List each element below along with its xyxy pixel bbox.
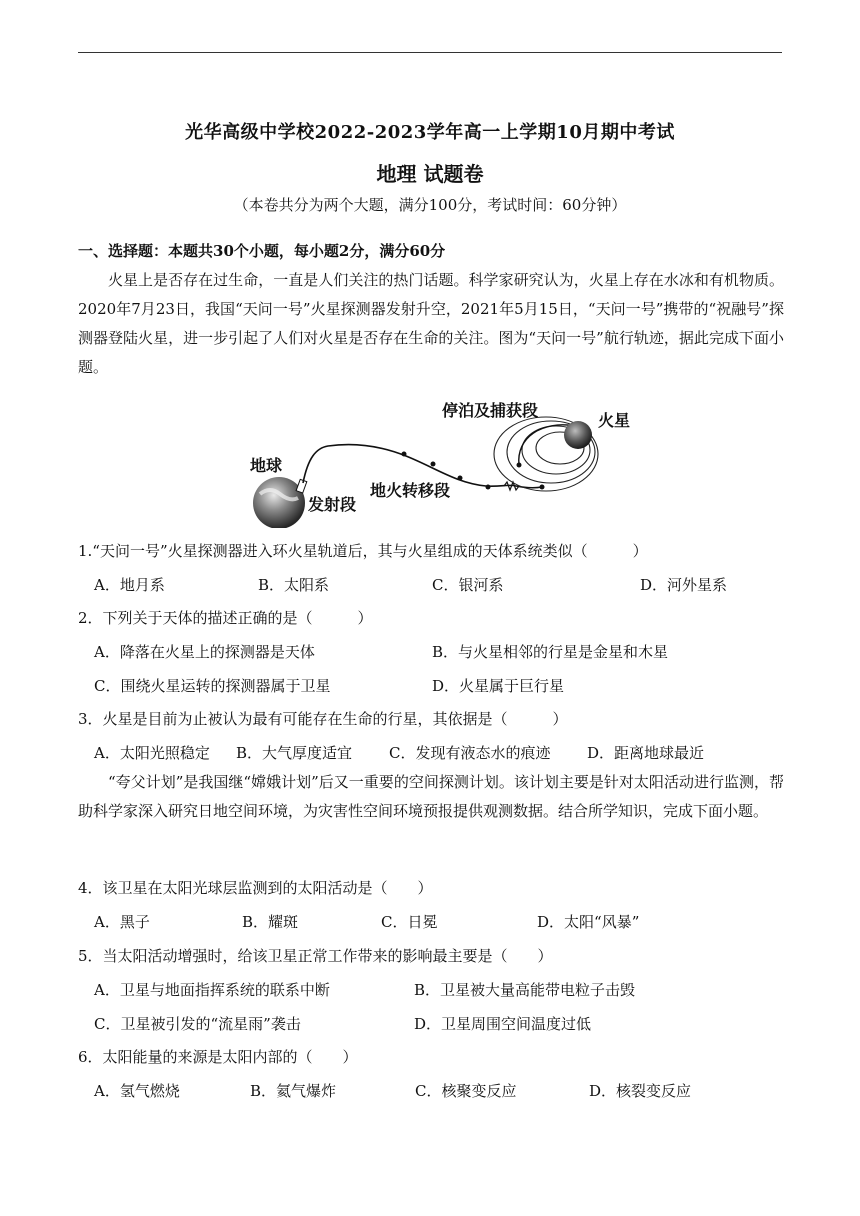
trajectory-dot [540,485,545,490]
label-launch: 发射段 [308,495,357,514]
q6-option-b[interactable]: B．氦气爆炸 [250,1082,337,1100]
label-parking: 停泊及捕获段 [442,401,539,420]
q2-option-c[interactable]: C．围绕火星运转的探测器属于卫星 [94,677,331,695]
section-heading: 一、选择题：本题共30个小题，每小题2分，满分60分 [78,242,446,260]
q6-option-d[interactable]: D．核裂变反应 [589,1082,692,1100]
question-1: 1.“天问一号”火星探测器进入环火星轨道后，其与火星组成的天体系统类似（ ） [78,542,648,560]
header-rule [78,52,782,53]
q5-option-a[interactable]: A．卫星与地面指挥系统的联系中断 [94,981,330,999]
question-4: 4．该卫星在太阳光球层监测到的太阳活动是（ ） [78,879,433,897]
question-5: 5．当太阳活动增强时，给该卫星正常工作带来的影响最主要是（ ） [78,947,553,965]
exam-note: （本卷共分为两个大题，满分100分，考试时间：60分钟） [233,196,627,214]
q4-option-c[interactable]: C．日冕 [381,913,438,931]
label-mars: 火星 [598,411,631,430]
passage-1: 火星上是否存在过生命，一直是人们关注的热门话题。科学家研究认为，火星上存在水冰和有机物质。2020年7月23日，我国“天问一号”火星探测器发射升空，2021年5月15日，“天问一号”携带的“祝融号”探测器登陆火星，进一步引起了人们对火星是否存在生命的关注。图为“天问一号”航行轨迹，据此完成下面小题。 [78,271,784,376]
q3-option-b[interactable]: B．大气厚度适宜 [236,744,353,762]
rocket-icon [296,479,307,493]
q2-option-a[interactable]: A．降落在火星上的探测器是天体 [94,643,315,661]
trajectory-dot [486,485,491,490]
label-earth: 地球 [250,456,283,475]
q4-option-a[interactable]: A．黑子 [94,913,150,931]
label-transfer: 地火转移段 [370,481,451,500]
q5-option-b[interactable]: B．卫星被大量高能带电粒子击毁 [414,981,636,999]
earth-icon [253,477,305,528]
q5-option-d[interactable]: D．卫星周围空间温度过低 [414,1015,592,1033]
q4-option-d[interactable]: D．太阳“风暴” [537,913,640,931]
question-6: 6．太阳能量的来源是太阳内部的（ ） [78,1048,358,1066]
mars-icon [564,421,592,449]
question-2: 2．下列关于天体的描述正确的是（ ） [78,609,373,627]
q1-option-a[interactable]: A．地月系 [94,576,165,594]
q1-option-d[interactable]: D．河外星系 [640,576,728,594]
trajectory-dot [402,452,407,457]
exam-title: 光华高级中学校2022-2023学年高一上学期10月期中考试 [185,122,675,143]
q6-option-a[interactable]: A．氢气燃烧 [94,1082,180,1100]
question-3: 3．火星是目前为止被认为最有可能存在生命的行星，其依据是（ ） [78,710,568,728]
passage-2: “夸父计划”是我国继“嫦娥计划”后又一重要的空间探测计划。该计划主要是针对太阳活动进行监测，帮助科学家深入研究日地空间环境，为灾害性空间环境预报提供观测数据。结合所学知识，完成下面小题。 [78,773,784,820]
exam-subtitle: 地理 试题卷 [376,162,484,186]
q1-option-c[interactable]: C．银河系 [432,576,504,594]
q1-option-b[interactable]: B．太阳系 [258,576,330,594]
q5-option-c[interactable]: C．卫星被引发的“流星雨”袭击 [94,1015,301,1033]
trajectory-dot [431,462,436,467]
q2-option-b[interactable]: B．与火星相邻的行星是金星和木星 [432,643,669,661]
q2-option-d[interactable]: D．火星属于巨行星 [432,677,565,695]
q3-option-c[interactable]: C．发现有液态水的痕迹 [389,744,551,762]
q3-option-d[interactable]: D．距离地球最近 [587,744,705,762]
trajectory-figure [246,398,646,528]
trajectory-dot [458,476,463,481]
q4-option-b[interactable]: B．耀斑 [242,913,299,931]
q3-option-a[interactable]: A．太阳光照稳定 [94,744,210,762]
q6-option-c[interactable]: C．核聚变反应 [415,1082,517,1100]
